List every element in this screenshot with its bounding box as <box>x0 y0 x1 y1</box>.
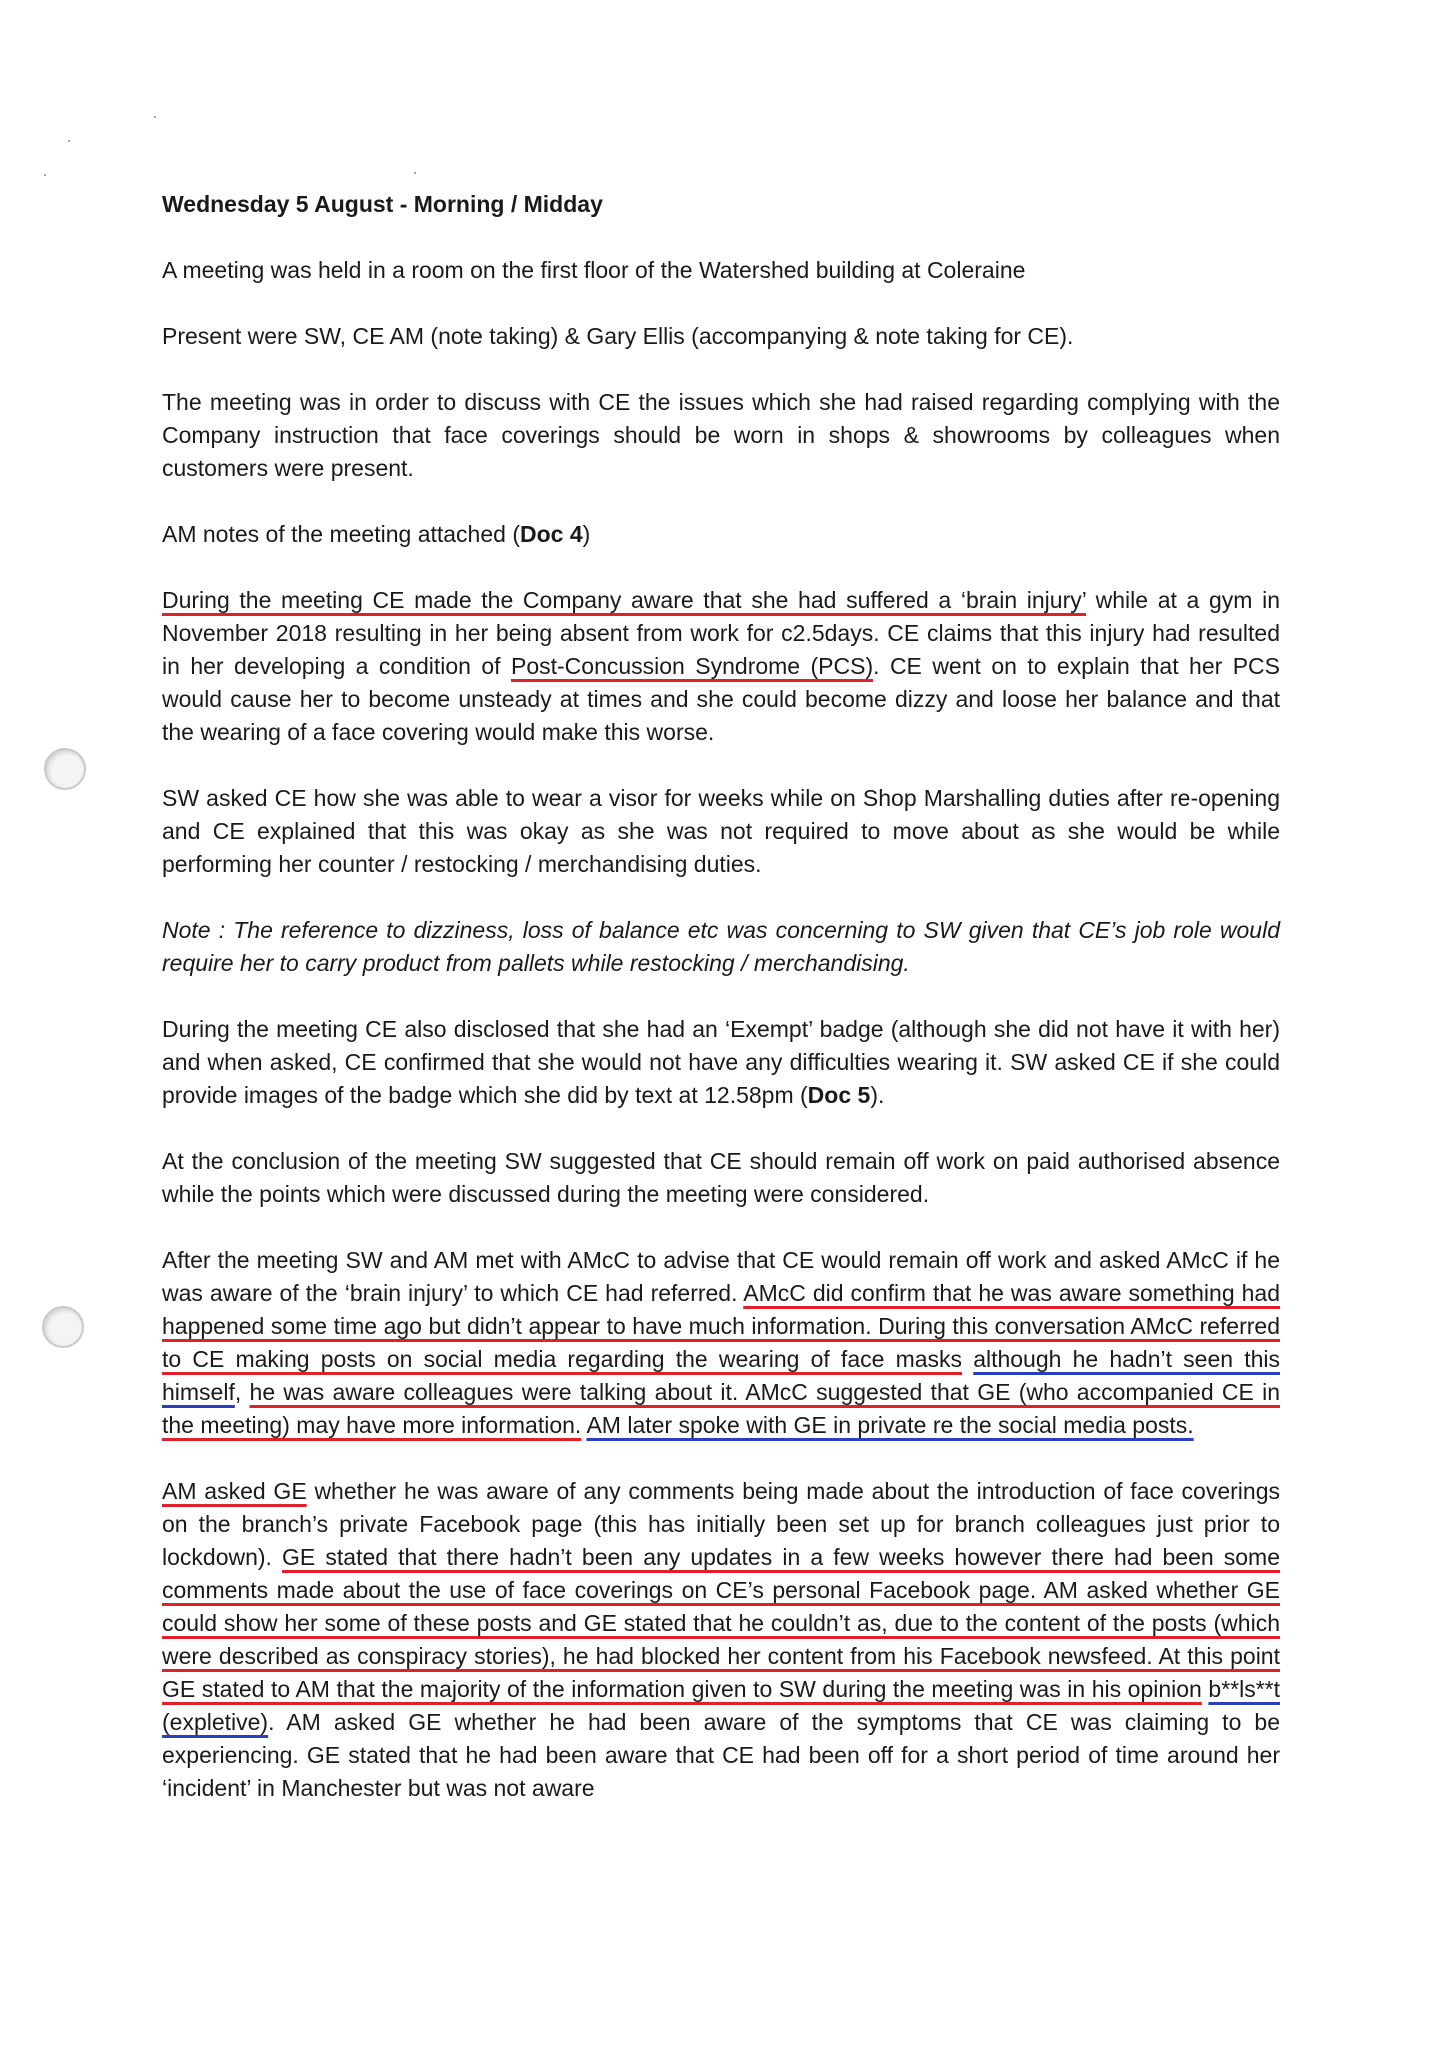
scan-speck <box>68 140 70 142</box>
blue-underlined-text: b**ls**t (expletive) <box>162 1676 1281 1735</box>
scan-speck <box>154 116 156 118</box>
paragraph-purpose: The meeting was in order to discuss with CE the issues which she had raised regarding complying with the Company instruction that face coverings should be worn in shops & showrooms by colleagues when customers were present. <box>162 389 1280 481</box>
paragraph-attendees: Present were SW, CE AM (note taking) & Gary Ellis (accompanying & note taking for CE). <box>162 323 1074 349</box>
paragraph-visor: SW asked CE how she was able to wear a visor for weeks while on Shop Marshalling duties after re-opening and CE explained that this was okay as she was not required to move about as she would be while performing her counter / restocking / merchandising duties. <box>162 785 1280 877</box>
paragraph-exempt-badge: During the meeting CE also disclosed that she had an ‘Exempt’ badge (although she did not have it with her) and when asked, CE confirmed that she would not have any difficulties wearing it. SW asked CE if she could provide images of the badge which she did by text at 12.58pm (Doc 5). <box>162 1016 1280 1108</box>
scan-speck <box>44 174 46 176</box>
red-underlined-text: AMcC did confirm that he was aware something had happened some time ago but didn’t appear to have much information. During this conversation AMcC referred to CE making posts on social media regarding the wearing of face masks <box>162 1280 1280 1372</box>
punch-hole-bottom <box>42 1306 84 1348</box>
red-underlined-text: Post-Concussion Syndrome (PCS) <box>510 653 874 679</box>
page-heading: Wednesday 5 August - Morning / Midday <box>162 191 603 217</box>
red-underlined-text: he was aware colleagues were talking about it. AMcC suggested that GE (who accompanied CE in the meeting) may have more information. <box>162 1379 1281 1438</box>
paragraph-amcc: After the meeting SW and AM met with AMcC to advise that CE would remain off work and asked AMcC if he was aware of the ‘brain injury’ to which CE had referred. AMcC did confirm that he was aware something had happened some time ago but didn’t appear to have much information. During this conversation AMcC referred to CE making posts on social media regarding the wearing of face masks although he hadn’t seen this himself, he was aware colleagues were talking about it. AMcC suggested that GE (who accompanied CE in the meeting) may have more information. AM later spoke with GE in private re the social media posts. <box>162 1247 1281 1438</box>
punch-hole-top <box>44 748 86 790</box>
paragraph-note: Note : The reference to dizziness, loss of balance etc was concerning to SW given that CE’s job role would require her to carry product from pallets while restocking / merchandising. <box>162 917 1280 976</box>
doc-reference: Doc 5 <box>807 1082 871 1108</box>
paragraph-notes-ref: AM notes of the meeting attached (Doc 4) <box>162 521 591 547</box>
red-underlined-text: GE stated that there hadn’t been any updates in a few weeks however there had been some comments made about the use of face coverings on CE’s personal Facebook page. AM asked whether GE could show her some of these posts and GE stated that he couldn’t as, due to the content of the posts (which were described as conspiracy stories), he had blocked her content from his Facebook newsfeed. At this point GE stated to AM that the majority of the information given to SW during the meeting was in his opinion <box>162 1544 1280 1702</box>
red-underlined-text: During the meeting CE made the Company aware that she had suffered a ‘brain injury’ <box>162 587 1086 613</box>
blue-underlined-text: AM later spoke with GE in private re the social media posts. <box>586 1412 1194 1438</box>
paragraph-conclusion: At the conclusion of the meeting SW suggested that CE should remain off work on paid authorised absence while the points which were discussed during the meeting were considered. <box>162 1148 1280 1207</box>
paragraph-brain-injury: During the meeting CE made the Company aware that she had suffered a ‘brain injury’ while at a gym in November 2018 resulting in her being absent from work for c2.5days. CE claims that this injury had resulted in her developing a condition of Post-Concussion Syndrome (PCS). CE went on to explain that her PCS would cause her to become unsteady at times and she could become dizzy and loose her balance and that the wearing of a face covering would make this worse. <box>162 587 1280 745</box>
scan-speck <box>414 172 416 174</box>
red-underlined-text: AM asked GE <box>162 1478 307 1504</box>
document-body <box>162 188 1280 1838</box>
paragraph-location: A meeting was held in a room on the first floor of the Watershed building at Coleraine <box>162 257 1026 283</box>
doc-reference: Doc 4 <box>519 521 583 547</box>
paragraph-ge: AM asked GE whether he was aware of any comments being made about the introduction of face coverings on the branch’s private Facebook page (this has initially been set up for branch colleagues just prior to lockdown). GE stated that there hadn’t been any updates in a few weeks however there had been some comments made about the use of face coverings on CE’s personal Facebook page. AM asked whether GE could show her some of these posts and GE stated that he couldn’t as, due to the content of the posts (which were described as conspiracy stories), he had blocked her content from his Facebook newsfeed. At this point GE stated to AM that the majority of the information given to SW during the meeting was in his opinion b**ls**t (expletive). AM asked GE whether he had been aware of the symptoms that CE was claiming to be experiencing. GE stated that he had been aware that CE had been off for a short period of time around her ‘incident’ in Manchester but was not aware <box>162 1478 1281 1801</box>
blue-underlined-text: although he hadn’t seen this himself <box>162 1346 1280 1405</box>
